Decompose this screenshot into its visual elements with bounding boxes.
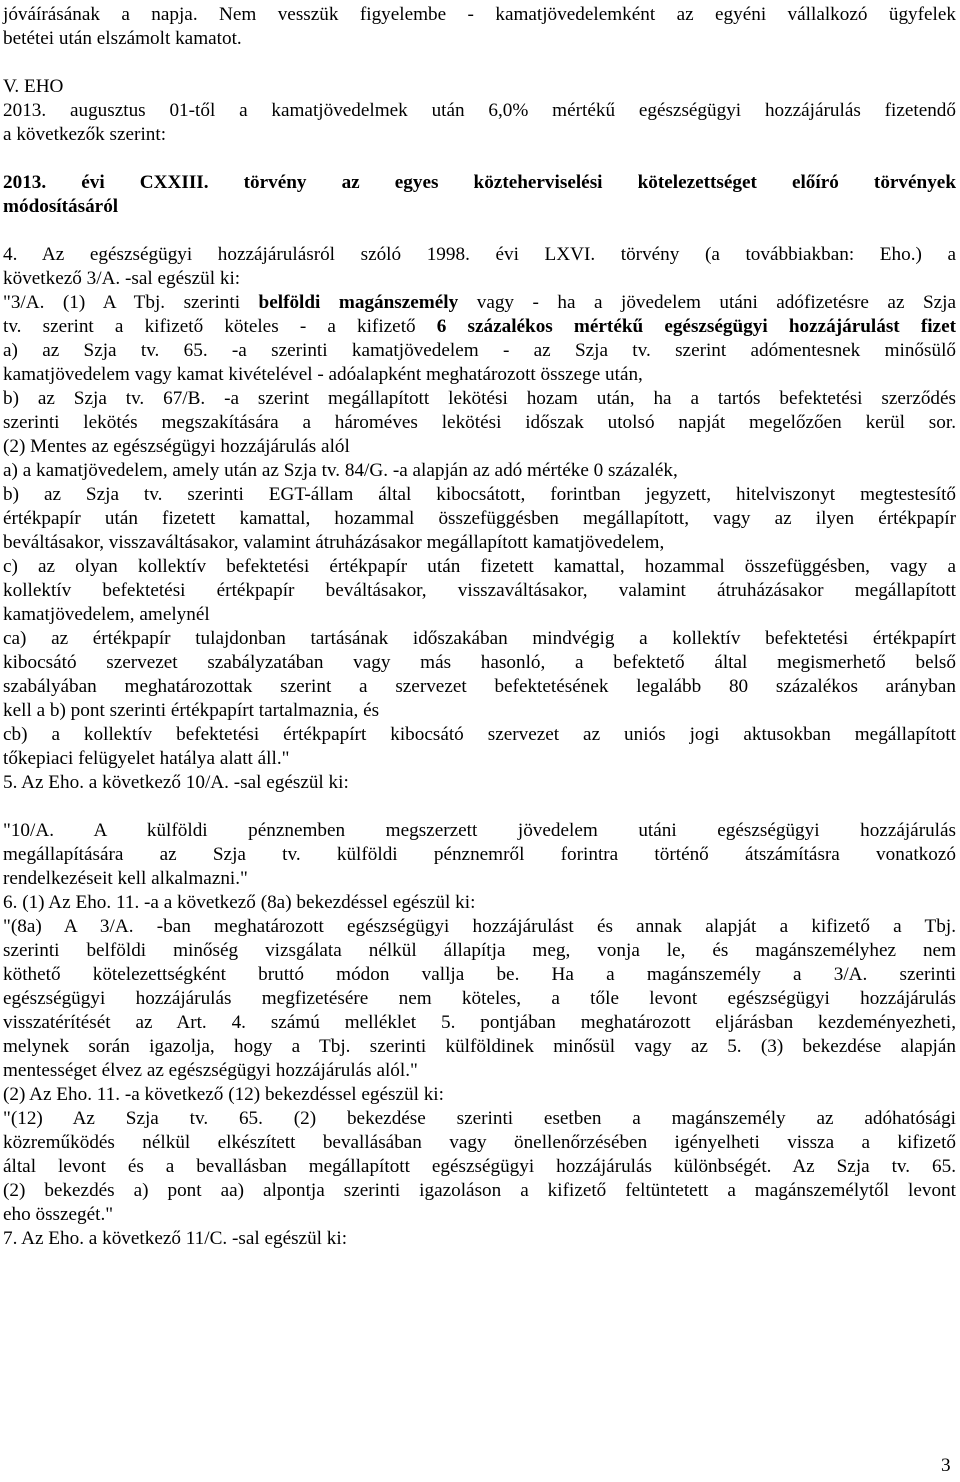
- text-line: [3, 1203, 956, 1227]
- text-line: [3, 315, 956, 339]
- text-line: [3, 1179, 956, 1203]
- text-line: [3, 267, 956, 291]
- text-line: [3, 507, 956, 531]
- text-line: [3, 771, 956, 795]
- text-line: [3, 1155, 956, 1179]
- text-line: [3, 27, 956, 51]
- text-line: [3, 99, 956, 123]
- text-run: a) a kamatjövedelem, amely után az Szja tv. 84/G. -a alapján az adó mértéke 0 százalék,: [3, 460, 678, 481]
- text-run: kamatjövedelem, amelynél: [3, 604, 210, 625]
- text-run: a) az Szja tv. 65. -a szerinti kamatjövedelem - az Szja tv. szerint adómentesnek minősülő: [3, 340, 956, 361]
- text-line: [3, 1035, 956, 1059]
- text-line: [3, 195, 956, 219]
- text-line: [3, 1083, 956, 1107]
- text-line: [3, 1227, 956, 1251]
- text-run: ca) az értékpapír tulajdonban tartásának időszakában mindvégig a kollektív befektetési értékpapírt: [3, 628, 956, 649]
- text-run: szerinti lekötés megszakítására a hároméves lekötési időszak utolsó napját megelőzően kerül sor.: [3, 412, 956, 433]
- bold-text: módosításáról: [3, 196, 119, 217]
- text-run: vagy - ha a jövedelem utáni adófizetésre az Szja: [458, 292, 956, 313]
- text-run: következő 3/A. -sal egészül ki:: [3, 268, 241, 289]
- text-line: [3, 555, 956, 579]
- text-run: (2) bekezdés a) pont aa) alpontja szerinti igazoláson a kifizető feltüntetett a magánszemélytől levont: [3, 1180, 956, 1201]
- text-run: eho összegét.": [3, 1204, 114, 1225]
- text-run: 2013. augusztus 01-től a kamatjövedelmek után 6,0% mértékű egészségügyi hozzájárulás fizetendő: [3, 100, 956, 121]
- text-line: [3, 387, 956, 411]
- text-line: [3, 843, 956, 867]
- text-run: 4. Az egészségügyi hozzájárulásról szóló 1998. évi LXVI. törvény (a továbbiakban: Eho.) a: [3, 244, 956, 265]
- text-run: a következők szerint:: [3, 124, 167, 145]
- text-run: cb) a kollektív befektetési értékpapírt kibocsátó szervezet az uniós jogi aktusokban megállapított: [3, 724, 956, 745]
- text-line: [3, 963, 956, 987]
- text-line: [3, 171, 956, 195]
- text-line: [3, 747, 956, 771]
- text-run: betétei után elszámolt kamatot.: [3, 28, 242, 49]
- text-run: b) az Szja tv. 67/B. -a szerint megállapított lekötési hozam után, ha a tartós befektetési szerződés: [3, 388, 956, 409]
- text-line: [3, 3, 956, 27]
- text-run: által levont és a bevallásban megállapított egészségügyi hozzájárulás különbségét. Az Szja tv. 65.: [3, 1156, 956, 1177]
- text-run: értékpapír után fizetett kamattal, hozammal összefüggésben megállapított, vagy az ilyen értékpapír: [3, 508, 956, 529]
- text-run: jóváírásának a napja. Nem vesszük figyelembe - kamatjövedelemként az egyéni vállalkozó ügyfelek: [3, 4, 956, 25]
- bold-text: 6 százalékos mértékű egészségügyi hozzájárulást fizet: [436, 316, 956, 337]
- text-line: [3, 675, 956, 699]
- bold-text: belföldi magánszemély: [258, 292, 459, 313]
- text-line: [3, 1011, 956, 1035]
- text-line: [3, 291, 956, 315]
- text-run: visszatérítését az Art. 4. számú melléklet 5. pontjában meghatározott eljárásban kezdeményezheti,: [3, 1012, 956, 1033]
- text-line: [3, 723, 956, 747]
- text-line: [3, 75, 956, 99]
- text-line: [3, 939, 956, 963]
- text-run: kibocsátó szervezet szabályzatában vagy más hasonló, a befektető által megismerhető belső: [3, 652, 956, 673]
- text-line: [3, 987, 956, 1011]
- text-line: [3, 531, 956, 555]
- text-run: (2) Az Eho. 11. -a következő (12) bekezdéssel egészül ki:: [3, 1084, 444, 1105]
- text-line: [3, 867, 956, 891]
- text-line: [3, 411, 956, 435]
- text-run: egészségügyi hozzájárulás megfizetésére nem köteles, a tőle levont egészségügyi hozzájárulás: [3, 988, 956, 1009]
- text-line: [3, 243, 956, 267]
- text-run: mentességet élvez az egészségügyi hozzájárulás alól.": [3, 1060, 418, 1081]
- text-run: "10/A. A külföldi pénznemben megszerzett jövedelem utáni egészségügyi hozzájárulás: [3, 820, 956, 841]
- text-run: tv. szerint a kifizető köteles - a kifizető: [3, 316, 437, 337]
- text-line: [3, 603, 956, 627]
- text-line: [3, 627, 956, 651]
- text-run: b) az Szja tv. szerinti EGT-állam által kibocsátott, forintban jegyzett, hitelviszonyt megtestesítő: [3, 484, 956, 505]
- text-run: "(12) Az Szja tv. 65. (2) bekezdése szerinti esetben a magánszemély az adóhatósági: [3, 1108, 956, 1129]
- text-line: [3, 459, 956, 483]
- text-run: kamatjövedelem vagy kamat kivételével - adóalapként meghatározott összege után,: [3, 364, 643, 385]
- text-line: [3, 699, 956, 723]
- text-line: [3, 915, 956, 939]
- text-run: c) az olyan kollektív befektetési értékpapír után fizetett kamattal, hozammal összefüggésben, vagy a: [3, 556, 956, 577]
- text-run: rendelkezéseit kell alkalmazni.": [3, 868, 248, 889]
- text-line: [3, 891, 956, 915]
- text-line: [3, 651, 956, 675]
- text-run: beváltásakor, visszaváltásakor, valamint átruházásakor megállapított kamatjövedelem,: [3, 532, 665, 553]
- text-run: kollektív befektetési értékpapír beváltásakor, visszaváltásakor, valamint átruházásakor megállapított: [3, 580, 956, 601]
- text-line: [3, 819, 956, 843]
- text-run: megállapítására az Szja tv. külföldi pénznemről forintra történő átszámításra vonatkozó: [3, 844, 956, 865]
- text-line: [3, 1131, 956, 1155]
- text-run: V. EHO: [3, 76, 64, 97]
- text-run: köthető kötelezettségként bruttó módon vallja be. Ha a magánszemély a 3/A. szerinti: [3, 964, 956, 985]
- text-line: [3, 483, 956, 507]
- text-line: [3, 339, 956, 363]
- text-run: közreműködés nélkül elkészített bevallásában vagy önellenőrzésében igényelheti vissza a kifizető: [3, 1132, 956, 1153]
- text-line: [3, 579, 956, 603]
- text-line: [3, 123, 956, 147]
- text-line: [3, 363, 956, 387]
- text-run: kell a b) pont szerinti értékpapírt tartalmaznia, és: [3, 700, 380, 721]
- text-run: 6. (1) Az Eho. 11. -a a következő (8a) bekezdéssel egészül ki:: [3, 892, 476, 913]
- text-run: szerinti belföldi minőség vizsgálata nélkül állapítja meg, vonja le, és magánszemélyhez nem: [3, 940, 956, 961]
- text-run: szabályában meghatározottak szerint a szervezet befektetésének legalább 80 százalékos arányban: [3, 676, 956, 697]
- text-run: "(8a) A 3/A. -ban meghatározott egészségügyi hozzájárulást és annak alapját a kifizető a Tbj.: [3, 916, 956, 937]
- text-run: 5. Az Eho. a következő 10/A. -sal egészül ki:: [3, 772, 349, 793]
- text-line: [3, 1107, 956, 1131]
- text-run: melynek során igazolja, hogy a Tbj. szerinti külföldinek minősül vagy az 5. (3) bekezdése alapján: [3, 1036, 956, 1057]
- page-number: 3: [941, 1455, 951, 1476]
- text-run: 7. Az Eho. a következő 11/C. -sal egészül ki:: [3, 1228, 348, 1249]
- text-run: tőkepiaci felügyelet hatálya alatt áll.": [3, 748, 290, 769]
- text-line: [3, 1059, 956, 1083]
- text-line: [3, 435, 956, 459]
- text-run: "3/A. (1) A Tbj. szerinti: [3, 292, 259, 313]
- bold-text: 2013. évi CXXIII. törvény az egyes közteherviselési kötelezettséget előíró törvények: [3, 172, 956, 193]
- text-run: (2) Mentes az egészségügyi hozzájárulás alól: [3, 436, 350, 457]
